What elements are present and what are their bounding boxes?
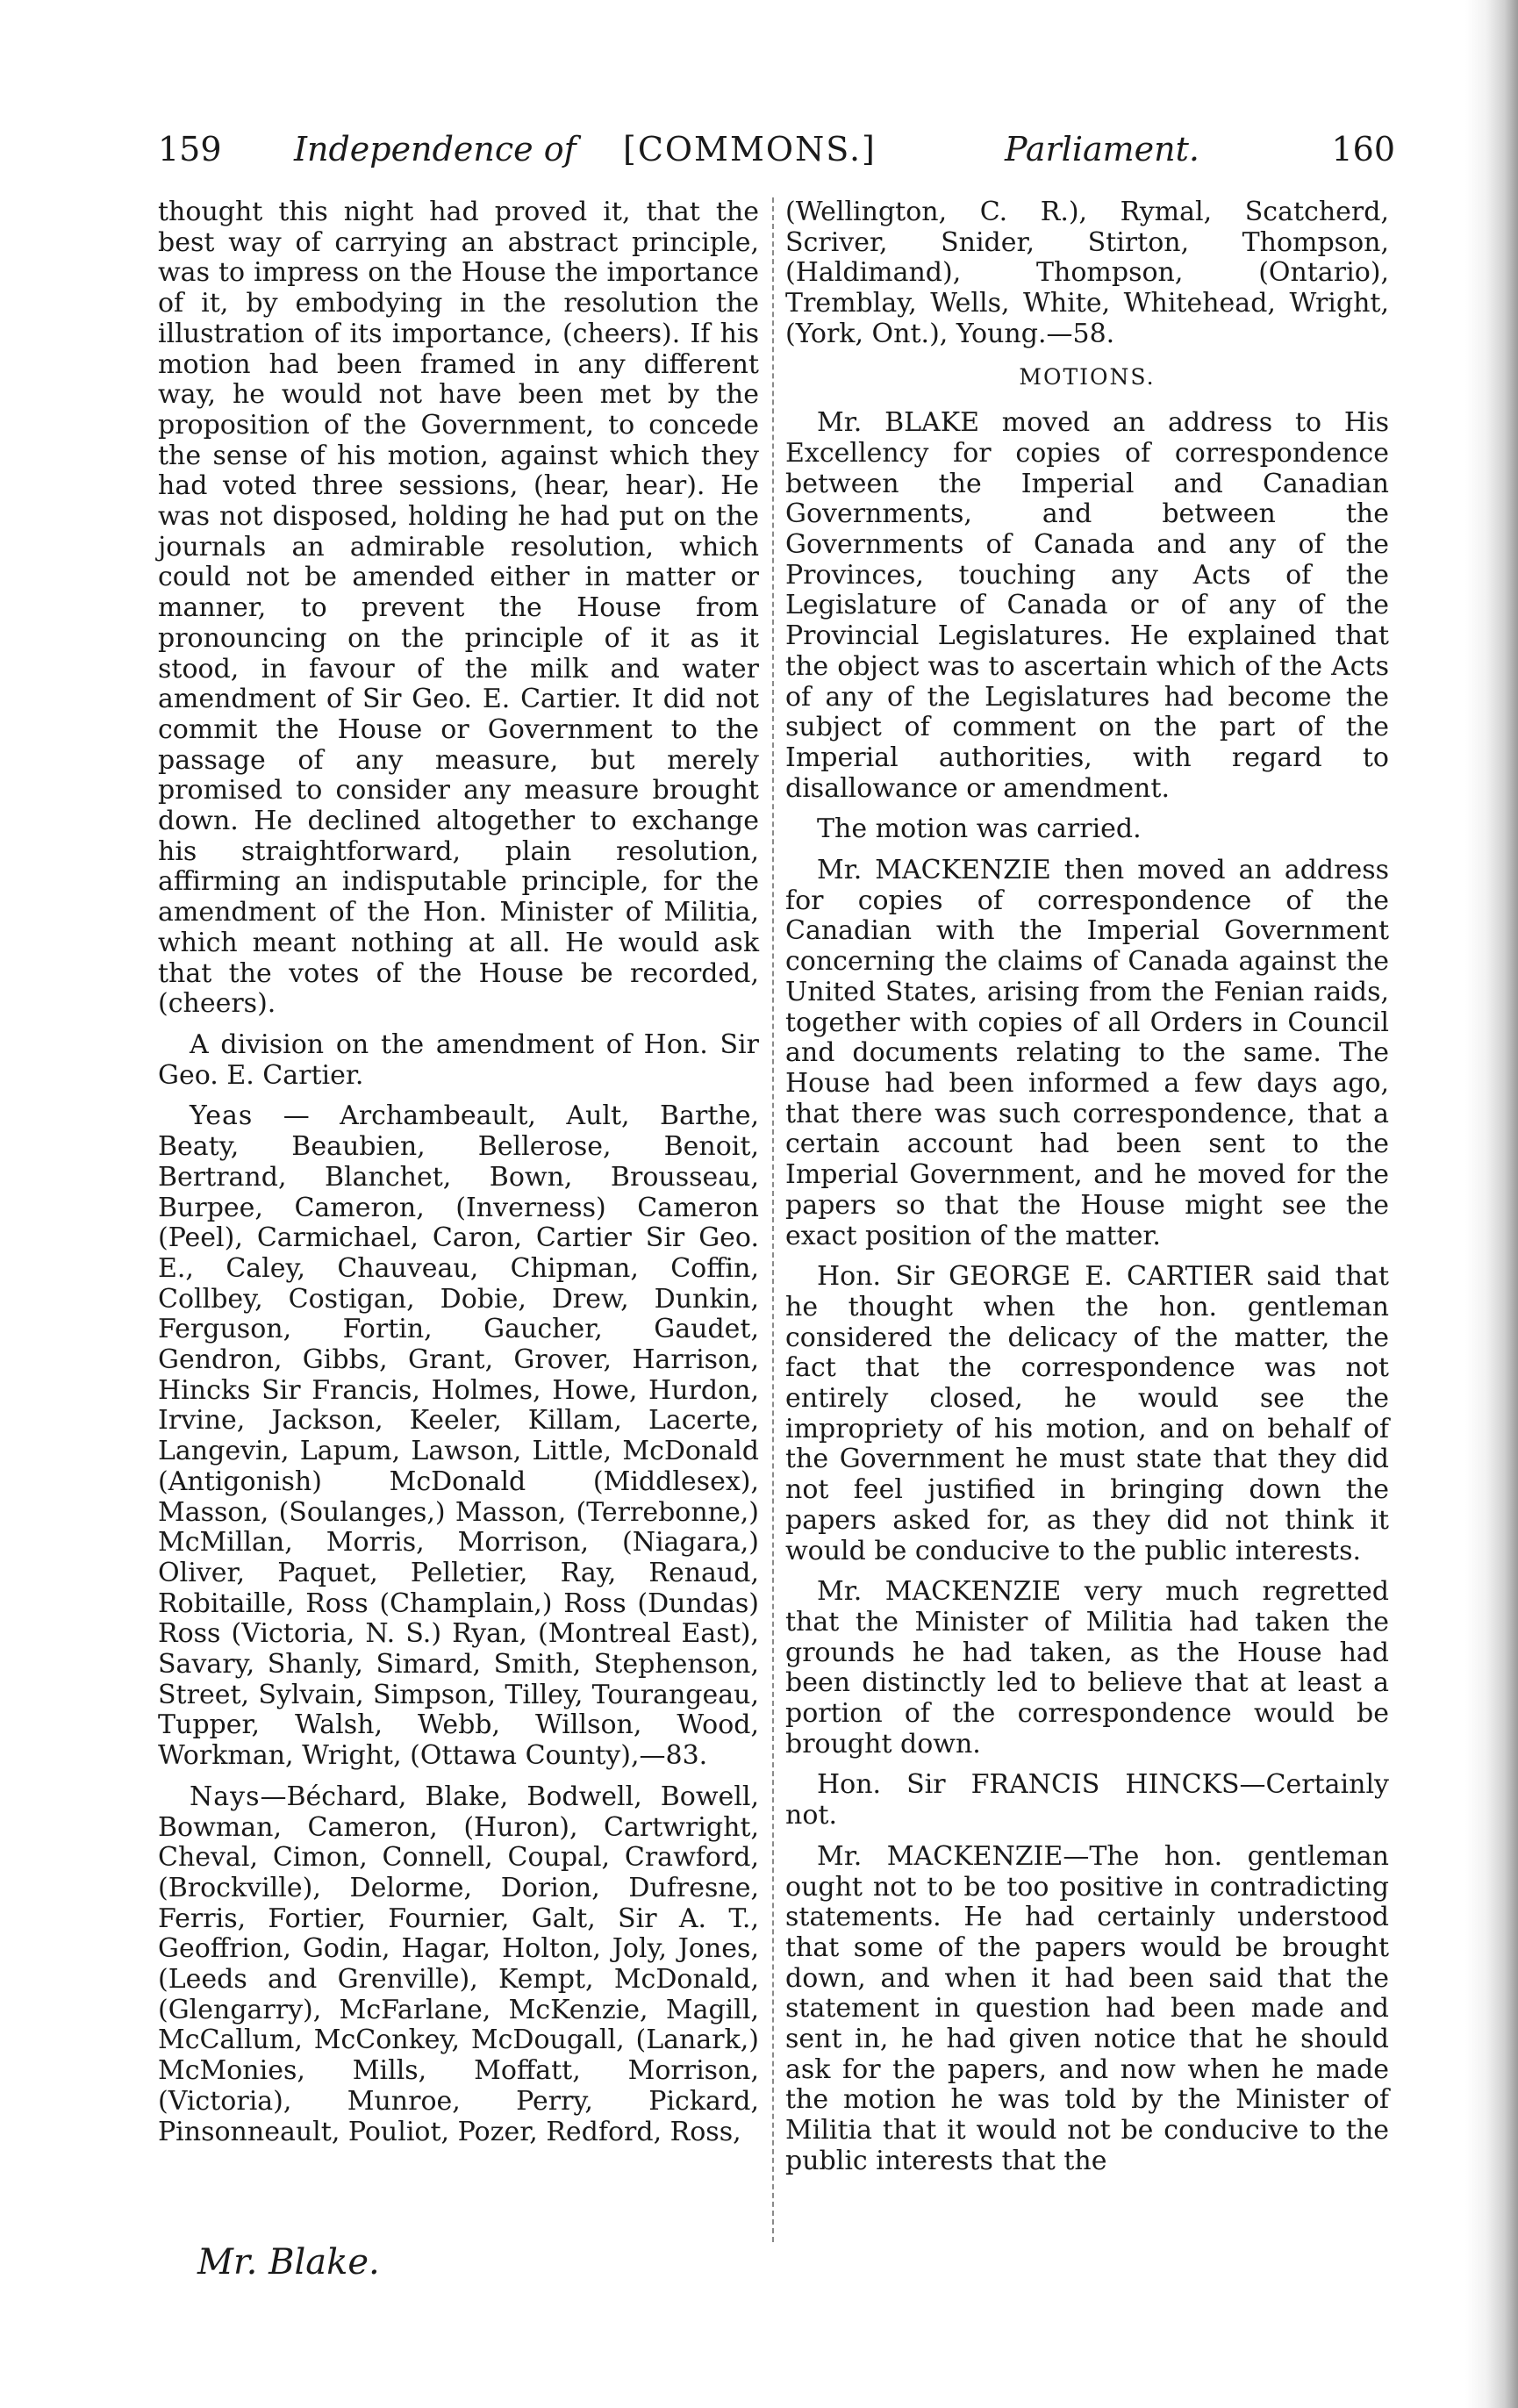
page-edge-shadow [1465,0,1518,2408]
speaker-name: Hon. Sir FRANCIS HINCKS [817,1769,1240,1801]
house-label: [COMMONS.] [623,130,877,168]
running-title-right: Parliament. [1005,130,1199,168]
running-title-left: Independence of [294,130,576,168]
footer-speaker: Mr. Blake. [197,2242,380,2283]
speech-text: said that he thought when the hon. gentleman considered the delicacy of the matter, the fact that the correspondence was not entirely closed, he would see the impropriety of his motion, and on behalf of the Government he must state that they did not feel justified in bringing down the papers asked for, as they did not think it would be conducive to the public interests. [785,1261,1389,1566]
speech-text: —Certainly not. [785,1769,1389,1831]
speech-text: then moved an address for copies of correspondence of the Canadian with the Imperial Government concerning the claims of Canada against the United States, arising from the Fenian raids, together with copies of all Orders in Council and documents relating to the same. The House had been informed a few days ago, that there was such correspondence, that a certain account had been sent to the Imperial Government, and he moved for the papers so that the House might see the exact position of the matter. [785,855,1389,1251]
right-column [785,197,1389,2188]
blake-motion [785,408,1389,804]
speech-text: —The hon. gentleman ought not to be too positive in contradicting statements. He had certainly understood that some of the papers would be brought down, and when it had been said that the statement in question had been made and sent in, he had given notice that he should ask for the papers, and now when he made the motion he was told by the Minister of Militia that it would not be conducive to the public interests that the [785,1840,1389,2176]
division-intro: A division on the amendment of Hon. Sir Geo. E. Cartier. [158,1028,759,1091]
hincks-interjection [785,1770,1389,1831]
speaker-name: Mr. MACKENZIE [817,1576,1062,1608]
speech-text: very much regretted that the Minister of Militia had taken the grounds he had taken, as the House had been distinctly led to believe that at least a portion of the correspondence would be brought down. [785,1576,1389,1759]
cartier-reply [785,1262,1389,1566]
section-heading: MOTIONS. [1019,363,1156,390]
mackenzie-regret [785,1577,1389,1759]
motion-result: The motion was carried. [817,813,1142,845]
left-column [158,197,759,2158]
mackenzie-motion [785,856,1389,1251]
yeas-names: — Archambeault, Ault, Barthe, Beaty, Beaubien, Bellerose, Benoit, Bertrand, Blanchet, Bown, Brousseau, Burpee, Cameron, (Inverness) Cameron (Peel), Carmichael, Caron, Cartier Sir Geo. E., Caley, Chauveau, Chipman, Coffin, Collbey, Costigan, Dobie, Drew, Dunkin, Ferguson, Fortin, Gaucher, Gaudet, Gendron, Gibbs, Grant, Grover, Harrison, Hincks Sir Francis, Holmes, Howe, Hurdon, Irvine, Jackson, Keeler, Killam, Lacerte, Langevin, Lapum, Lawson, Little, McDonald (Antigonish) McDonald (Middlesex), Masson, (Soulanges,) Masson, (Terrebonne,) McMillan, Morris, Morrison, (Niagara,) Oliver, Paquet, Pelletier, Ray, Renaud, Robitaille, Ross (Champlain,) Ross (Dundas) Ross (Victoria, N. S.) Ryan, (Montreal East), Savary, Shanly, Simard, Smith, Stephenson, Street, Sylvain, Simpson, Tilley, Tourangeau, Tupper, Walsh, Webb, Willson, Wood, Workman, Wright, (Ottawa County),—83. [158,1100,759,1772]
page-number-left: 159 [158,130,222,168]
nays-list [158,1782,759,2147]
nays-label: Nays [190,1781,261,1812]
speaker-name: Mr. BLAKE [817,407,980,439]
column-divider [772,197,774,2242]
page-header [158,123,1395,176]
speech-text: moved an address to His Excellency for copies of correspondence between the Imperial and Canadian Governments, and between the Governments of Canada and any of the Provinces, touching any Acts of the Legislature of Canada or of any of the Provincial Legislatures. He explained that the object was to ascertain which of the Acts of any of the Legislatures had become the subject of comment on the part of the Imperial authorities, with regard to disallowance or amendment. [785,407,1389,804]
speaker-name: Hon. Sir GEORGE E. CARTIER [817,1261,1253,1293]
nays-continuation: (Wellington, C. R.), Rymal, Scatcherd, Scriver, Snider, Stirton, Thompson, (Haldimand), Thompson, (Ontario), Tremblay, Wells, White, Whitehead, Wright, (York, Ont.), Young.—58. [785,197,1389,349]
speech-continuation: thought this night had proved it, that the best way of carrying an abstract principle, was to impress on the House the importance of it, by embodying in the resolution the illustration of its importance, (cheers). If his motion had been framed in any different way, he would not have been met by the proposition of the Government, to concede the sense of his motion, against which they had voted three sessions, (hear, hear). He was not disposed, holding he had put on the journals an admirable resolution, which could not be amended either in matter or manner, to prevent the House from pronouncing on the principle of it as it stood, in favour of the milk and water amendment of Sir Geo. E. Cartier. It did not commit the House or Government to the passage of any measure, but merely promised to consider any measure brought down. He declined altogether to exchange his straightforward, plain resolution, affirming an indisputable principle, for the amendment of the Hon. Minister of Militia, which meant nothing at all. He would ask that the votes of the House be recorded, (cheers). [158,197,759,1020]
speaker-name: Mr. MACKENZIE [817,1840,1063,1872]
yeas-list [158,1101,759,1771]
nays-names: —Béchard, Blake, Bodwell, Bowell, Bowman, Cameron, (Huron), Cartwright, Cheval, Cimon, Connell, Coupal, Crawford, (Brockville), Delorme, Dorion, Dufresne, Ferris, Fortier, Fournier, Galt, Sir A. T., Geoffrion, Godin, Hagar, Holton, Joly, Jones, (Leeds and Grenville), Kempt, McDonald, (Glengarry), McFarlane, McKenzie, Magill, McCallum, McConkey, McDougall, (Lanark,) McMonies, Mills, Moffatt, Morrison, (Victoria), Munroe, Perry, Pickard, Pinsonneault, Pouliot, Pozer, Redford, Ross, [158,1781,759,2147]
speaker-name: Mr. MACKENZIE [817,855,1051,886]
page-number-right: 160 [1331,130,1395,168]
mackenzie-rejoinder [785,1842,1389,2177]
yeas-label: Yeas [190,1100,254,1132]
